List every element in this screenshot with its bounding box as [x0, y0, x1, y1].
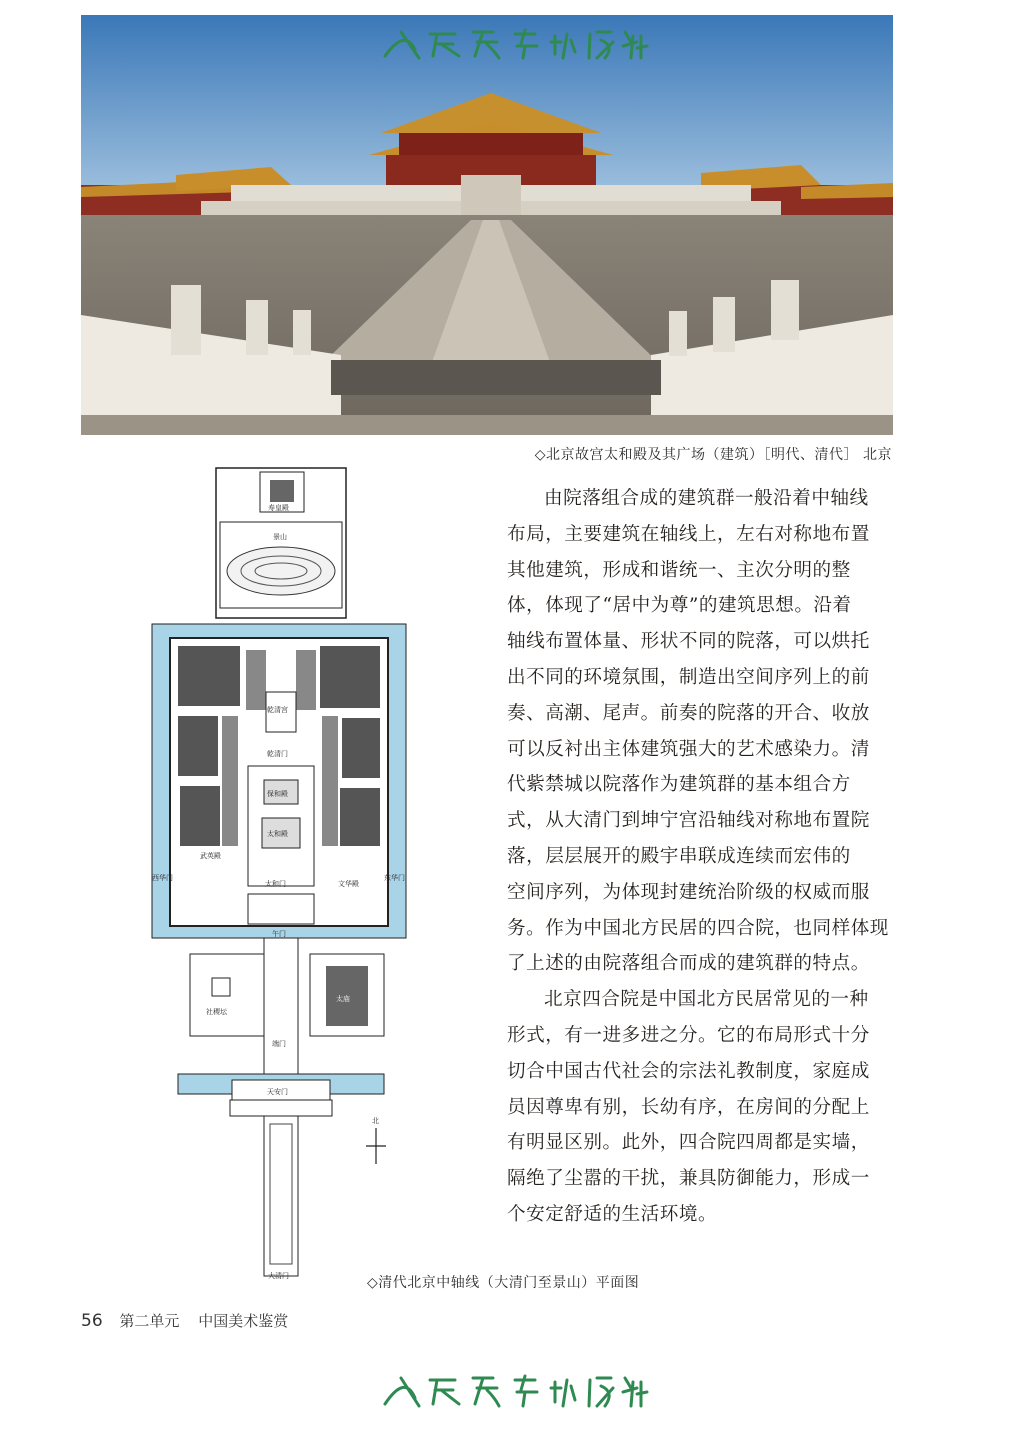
- taimiao-label: 太庙: [336, 995, 350, 1003]
- unit-label: 第二单元: [119, 1312, 180, 1330]
- page-number: 56: [81, 1311, 103, 1331]
- central-axis-floor-plan: [150, 466, 410, 1286]
- body-line: 切合中国古代社会的宗法礼教制度，家庭成: [507, 1060, 870, 1082]
- duanmen-label: 端门: [272, 1040, 286, 1048]
- body-line: 北京四合院是中国北方民居常见的一种: [544, 989, 869, 1011]
- publisher-logo-top: [375, 22, 650, 64]
- taihe-label: 太和殿: [267, 830, 288, 838]
- daqingmen-label: 大清门: [268, 1272, 289, 1280]
- baohe-label: 保和殿: [267, 790, 288, 798]
- wuying-label: 武英殿: [200, 852, 221, 860]
- wenhua-label: 文华殿: [338, 880, 359, 888]
- body-line: 可以反衬出主体建筑强大的艺术感染力。清: [507, 738, 870, 760]
- photo-caption: ◇北京故宫太和殿及其广场（建筑）［明代、清代］ 北京: [534, 447, 892, 463]
- body-line: 形式，有一进多进之分。它的布局形式十分: [507, 1024, 870, 1046]
- body-line: 员因尊卑有别，长幼有序，在房间的分配上: [507, 1096, 870, 1118]
- body-line: 代紫禁城以院落作为建筑群的基本组合方: [507, 774, 851, 796]
- qianqing-label: 乾清宫: [267, 706, 288, 714]
- publisher-logo-bottom: [375, 1368, 650, 1412]
- wumen-label: 午门: [272, 930, 286, 938]
- body-line: 式，从大清门到坤宁宫沿轴线对称地布置院: [507, 810, 870, 832]
- body-line: 其他建筑，形成和谐统一、主次分明的整: [507, 559, 851, 581]
- xihua-label: 西华门: [152, 874, 173, 882]
- hall-of-supreme-harmony-photo: [81, 15, 893, 435]
- tiananmen-label: 天安门: [267, 1088, 288, 1096]
- plan-caption: ◇清代北京中轴线（大清门至景山）平面图: [367, 1275, 640, 1291]
- page-footer: [81, 1310, 288, 1331]
- body-line: 体，体现了“居中为尊”的建筑思想。沿着: [507, 595, 852, 617]
- body-line: 有明显区别。此外，四合院四周都是实墙，: [507, 1132, 870, 1154]
- donghua-label: 东华门: [384, 874, 405, 882]
- body-line: 奏、高潮、尾声。前奏的院落的开合、收放: [507, 702, 870, 724]
- body-line: 个安定舒适的生活环境。: [507, 1203, 718, 1225]
- body-line: 布局，主要建筑在轴线上，左右对称地布置: [507, 523, 870, 545]
- unit-title: 中国美术鉴赏: [198, 1312, 289, 1330]
- body-line: 隔绝了尘嚣的干扰，兼具防御能力，形成一: [507, 1168, 870, 1190]
- shouhuang-label: 寿皇殿: [268, 504, 289, 512]
- body-text: [507, 481, 897, 1233]
- body-line: 轴线布置体量、形状不同的院落，可以烘托: [507, 631, 870, 653]
- qianqingmen-label: 乾清门: [267, 750, 288, 758]
- body-line: 务。作为中国北方民居的四合院，也同样体现: [507, 917, 889, 939]
- body-line: 了上述的由院落组合而成的建筑群的特点。: [507, 953, 870, 975]
- body-line: 空间序列，为体现封建统治阶级的权威而服: [507, 881, 870, 903]
- taihemen-label: 太和门: [265, 880, 286, 888]
- north-label: 北: [372, 1117, 379, 1125]
- body-line: 由院落组合成的建筑群一般沿着中轴线: [544, 488, 869, 509]
- sheji-label: 社稷坛: [206, 1008, 227, 1016]
- jingshan-label: 景山: [273, 533, 287, 541]
- body-line: 落，层层展开的殿宇串联成连续而宏伟的: [507, 845, 851, 867]
- body-line: 出不同的环境氛围，制造出空间序列上的前: [507, 666, 870, 688]
